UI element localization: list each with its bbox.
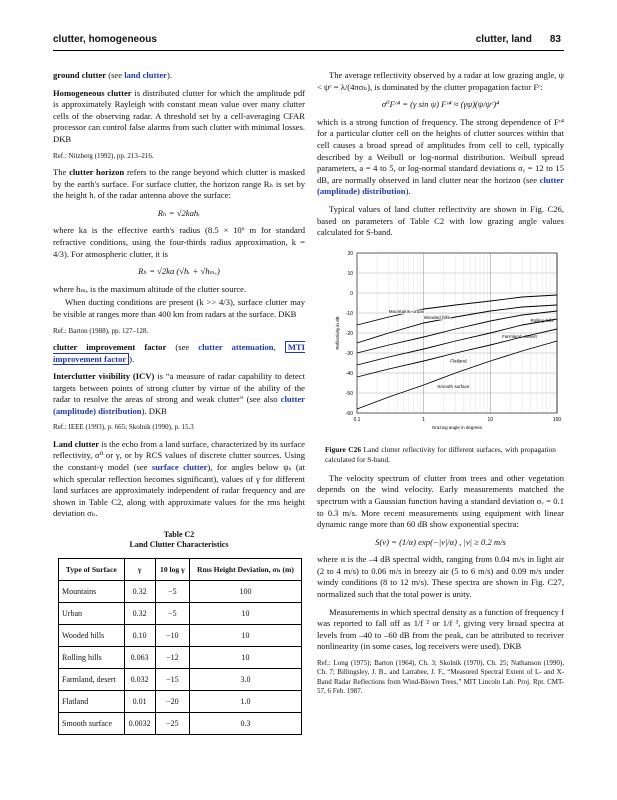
table-row (59, 625, 302, 647)
y-tick-label: 20 (347, 250, 353, 257)
series-label: Mountains, urban (388, 308, 425, 314)
series-label: Farmland, desert (502, 333, 537, 339)
table-cell: Smooth surface (59, 713, 125, 735)
text: (see (166, 341, 199, 352)
x-tick-label: 10 (487, 416, 494, 423)
table-cell: 10 (189, 647, 301, 669)
series-label: Wooded hills (423, 314, 450, 320)
equation-reflectivity: σ⁰Fᶜ⁴ = (γ sin ψ) Fᶜ⁴ ≈ (γψ)(ψ/ψᶜ)⁴ (381, 99, 500, 110)
figure-c26 (317, 245, 564, 435)
reference: Ref.: Long (1975); Barton (1964), Ch. 3; Skolnik (1970), Ch. 25; Nathanson (1990), Ch. 7; Billingsley, J. B., and Larrabee, J. F., “Measured Spectral Extent of L- and X-Band Radar Reflections from Wind-Blown Trees,” MIT Lincoln Lab. Proj. Rpt. CMT-57, 6 Feb. 1987. (317, 659, 564, 696)
table-cell: −12 (155, 647, 189, 669)
x-tick-label: 1 (422, 416, 426, 423)
series-label: Flatland (450, 358, 467, 364)
y-tick-label: -10 (345, 310, 353, 317)
entry-land-clutter (53, 439, 305, 520)
table-row (59, 713, 302, 735)
y-tick-label: -30 (345, 350, 353, 357)
table-cell: 10 (189, 603, 301, 625)
running-header-right (476, 34, 561, 45)
equation-velocity-spectrum: S(v) = (1/α) exp(−|v|/α) , |v| ≥ 0.2 m/s (375, 536, 506, 547)
y-tick-label: 0 (350, 290, 353, 297)
series-label: Rolling hills (530, 317, 554, 323)
entry-text: is the echo from a land surface, characterized by its surface reflectivity, σ⁰ or γ, or by RCS values of discrete clutter sources. Using the constant-γ model (see (53, 438, 305, 473)
y-tick-label: 10 (347, 270, 353, 277)
land-clutter-table (58, 558, 302, 735)
table-number: Table C2 (163, 530, 195, 540)
entry-text: is distributed clutter for which the amplitude pdf is approximately Rayleigh with constant mean value over many clutter cells of the observing radar. A threshold set by a cell-averaging CFAR processor can control false alarms from such clutter with minimal losses. DKB (53, 87, 305, 144)
running-header-title: clutter, land (475, 34, 532, 45)
table-caption (53, 530, 305, 550)
figure-label: Figure C26 (325, 444, 362, 454)
table-cell: 0.32 (124, 603, 155, 625)
link-clutter-amplitude-distribution[interactable]: clutter (amplitude) distribution (53, 394, 305, 416)
term-clutter-horizon: clutter horizon (69, 166, 125, 177)
series-label: Smooth surface (437, 383, 470, 389)
table-cell: −25 (155, 713, 189, 735)
text: ). (129, 353, 135, 364)
entry-ground-clutter (53, 70, 305, 82)
reference: Ref.: IEEE (1993), p. 665; Skolnik (1990), p. 15.3 (53, 423, 194, 432)
table-cell: Rolling hills (59, 647, 125, 669)
table-cell: 0.0032 (124, 713, 155, 735)
col-header: Type of Surface (59, 559, 125, 581)
y-axis-label: Reflectivity in dB (335, 316, 340, 350)
paragraph: where α is the –4 dB spectral width, ranging from 0.04 m/s in light air (2 to 4 m/s) to 0.06 m/s in breezy air (5 to 6 m/s) and 0.09 m/s under windy conditions (8 to 12 m/s). These spectra are shown in Fig. C27, normalized such that the total power is unity. (317, 554, 564, 600)
paragraph: where ka is the effective earth's radius (8.5 × 10⁶ m for standard refractive conditions, using the four-thirds radius approximation, k = 4/3). For atmospheric clutter, it is (53, 225, 305, 259)
entry-clutter-horizon (53, 167, 305, 202)
entry-text: ), for angles below ψₛ (at which specular reflection becomes significant), values of γ for different land surfaces are approximately independent of radar frequency and are shown in Table C2, along with approximate values for the rms height deviation σₕ. (53, 462, 305, 519)
y-tick-label: -20 (345, 330, 353, 337)
paragraph (317, 117, 564, 198)
term-interclutter-visibility: Interclutter visibility (ICV) (53, 371, 155, 382)
text: which is a strong function of frequency. The strong dependence of Fᶜ⁴ for a particular clutter cell on the heights of clutter sources within that cell causes a broad spread of amplitudes from cell to cell, typically described by a Weibull or log-normal distribution. Weibull spread parameters, a = 4 to 5, or log-normal standard deviations σᵧ = 12 to 15 dB, are normally observed in land clutter near the horizon (see (317, 116, 564, 185)
series-line (357, 295, 557, 325)
table-cell: 0.3 (189, 713, 301, 735)
entry-homogeneous-clutter (53, 88, 305, 146)
x-tick-label: 100 (552, 416, 562, 423)
col-header: 10 log γ (155, 559, 189, 581)
table-cell: −20 (155, 691, 189, 713)
link-land-clutter[interactable]: land clutter (124, 70, 167, 80)
table-cell: 0.32 (124, 581, 155, 603)
x-tick-label: 0.1 (353, 416, 361, 423)
paragraph: Measurements in which spectral density as a function of frequency f was reported to fall off as 1/f ² or 1/f ³, giving very broad spectra at levels from –40 to –60 dB from the peak, can be attributed to receiver nonlinearity (in some cases, log receivers were used). DKB (317, 606, 564, 652)
page-number: 83 (549, 34, 561, 45)
table-cell: 0.01 (124, 691, 155, 713)
table-cell: 1.0 (189, 691, 301, 713)
table-header-row (59, 559, 302, 581)
x-axis-label: Grazing angle in degrees (431, 424, 483, 430)
table-cell: −5 (155, 603, 189, 625)
equation-atmospheric-horizon: Rₕ = √2ka (√hᵣ + √hₘₑ) (138, 266, 220, 277)
left-column (53, 70, 305, 735)
link-surface-clutter[interactable]: surface clutter (151, 462, 208, 473)
table-cell: 10 (189, 625, 301, 647)
table-row (59, 603, 302, 625)
paragraph: When ducting conditions are present (k >> 4/3), surface clutter may be visible at ranges more than 400 km from radars at the surface. DKB (53, 297, 305, 319)
paragraph: The velocity spectrum of clutter from trees and other vegetation depends on the wind velocity. Early measurements matched the spectrum with a Gaussian function having a standard deviation σᵥ = 0.1 to 0.3 m/s. More recent measurements using equipment with linear dynamic range more than 60 dB show exponential spectra: (317, 472, 564, 530)
entry-interclutter-visibility (53, 371, 305, 417)
table-cell: Mountains (59, 581, 125, 603)
text: ). DKB (141, 405, 167, 416)
table-cell: −5 (155, 581, 189, 603)
entry-text: is “a measure of radar capability to detect targets between points of strong clutter by virtue of the ability of the radar to resolve the areas of strong and weak clutter” (see also (53, 371, 306, 405)
text: (see (106, 70, 125, 80)
figure-caption-text: Land clutter reflectivity for different surfaces, with propagation calculated for S-band. (325, 444, 556, 464)
table-row (59, 669, 302, 691)
text: ). (166, 70, 172, 80)
paragraph: The average reflectivity observed by a radar at low grazing angle, ψ < ψᶜ = λ/(4πσₕ), is dominated by the clutter propagation factor Fᶜ: (317, 70, 564, 92)
table-cell: 3.0 (189, 669, 301, 691)
entry-clutter-improvement-factor: clutter improvement factor (see clutter attenuation, MTI improvement factor ). (53, 341, 305, 364)
table-title: Land Clutter Characteristics (129, 540, 229, 550)
entry-text: refers to the range beyond which clutter is masked by the earth's surface. For surface clutter, the horizon range Rₕ is set by the height hᵣ of the radar antenna above the surface: (53, 166, 305, 201)
y-tick-label: -60 (345, 410, 353, 417)
paragraph: where hₘₑ is the maximum altitude of the clutter source. (53, 283, 247, 294)
table-body (59, 581, 302, 735)
table-cell: −10 (155, 625, 189, 647)
table-cell: 100 (189, 581, 301, 603)
text: ). (405, 186, 411, 197)
term-homogeneous-clutter: Homogeneous clutter (53, 87, 132, 98)
running-header-left: clutter, homogeneous (53, 34, 157, 45)
table-cell: 0.063 (124, 647, 155, 669)
col-header: Rms Height Deviation, σₕ (m) (189, 559, 301, 581)
text: The (53, 166, 70, 177)
table-cell: Urban (59, 603, 125, 625)
equation-horizon-range: Rₕ = √2kahᵣ (157, 207, 201, 218)
reference: Ref.: Nitzberg (1992), pp. 213–216. (53, 151, 154, 160)
term-ground-clutter: ground clutter (53, 70, 107, 80)
table-cell: −15 (155, 669, 189, 691)
y-tick-label: -50 (345, 390, 353, 397)
reference: Ref.: Barton (1988), pp. 127–128. (53, 326, 149, 335)
figure-caption (317, 445, 564, 465)
col-header: γ (124, 559, 155, 581)
term-land-clutter: Land clutter (53, 438, 100, 449)
table-row (59, 647, 302, 669)
table-cell: Farmland, desert (59, 669, 125, 691)
reflectivity-chart (317, 245, 564, 435)
table-row (59, 691, 302, 713)
series-line (357, 341, 557, 409)
right-column (317, 70, 564, 703)
y-tick-label: -40 (345, 370, 353, 377)
table-cell: Wooded hills (59, 625, 125, 647)
term-clutter-improvement-factor: clutter improvement factor (53, 341, 167, 352)
link-clutter-amplitude-distribution[interactable]: clutter (amplitude) distribution (317, 174, 564, 197)
table-cell: 0.032 (124, 669, 155, 691)
paragraph: Typical values of land clutter reflectivity are shown in Fig. C26, based on parameters of Table C2 with low grazing angle values calculated for S-band. (317, 203, 564, 238)
link-mti-improvement-factor[interactable]: MTI improvement factor (53, 341, 305, 364)
table-row (59, 581, 302, 603)
link-clutter-attenuation[interactable]: clutter attenuation (198, 341, 274, 352)
table-cell: 0.10 (124, 625, 155, 647)
header-rule (53, 50, 564, 51)
table-cell: Flatland (59, 691, 125, 713)
